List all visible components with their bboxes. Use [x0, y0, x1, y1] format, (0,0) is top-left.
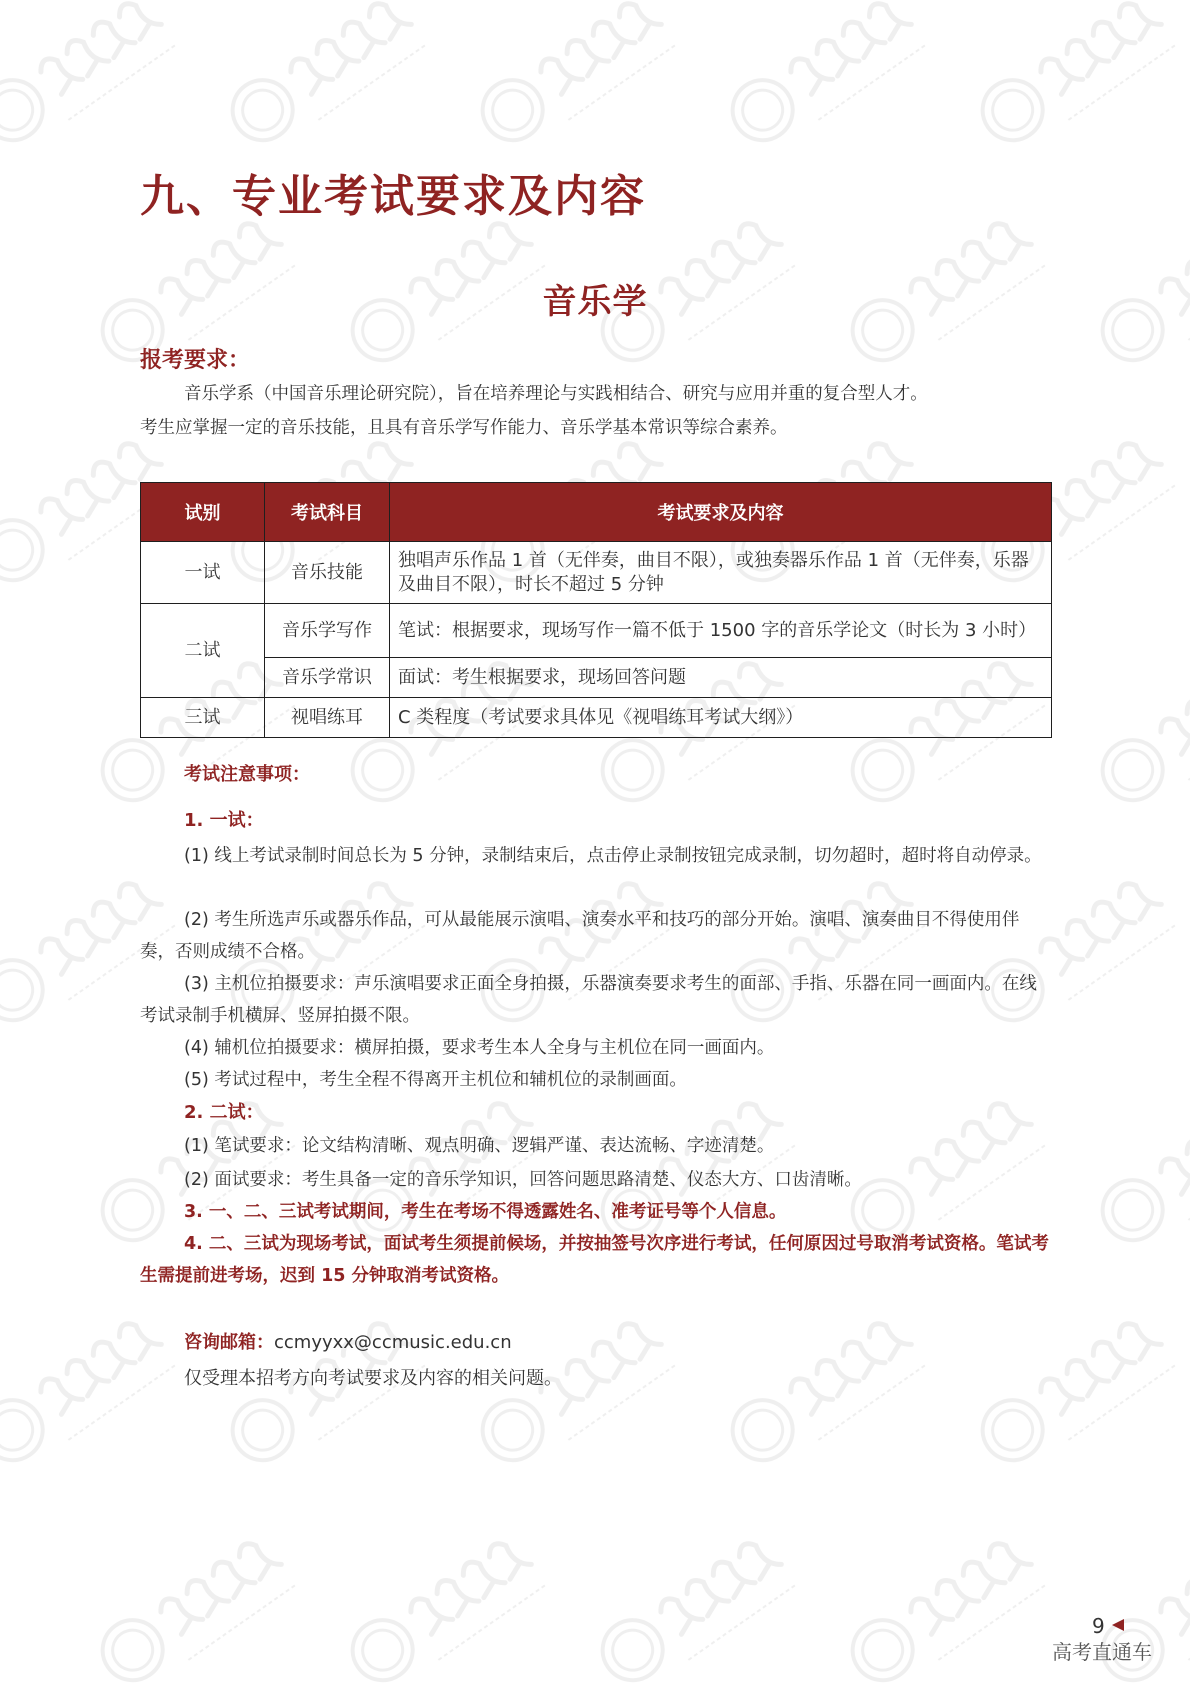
cell-content: 面试：考生根据要求，现场回答问题 [390, 658, 1052, 698]
cell-round: 二试 [141, 604, 265, 698]
round1-item-3: (3) 主机位拍摄要求：声乐演唱要求正面全身拍摄，乐器演奏要求考生的面部、手指、乐器在同一画面内。在线考试录制手机横屏、竖屏拍摄不限。 [140, 974, 1037, 1026]
round2-item-2: (2) 面试要求：考生具备一定的音乐学知识，回答问题思路清楚、仪态大方、口齿清晰。 [184, 1170, 862, 1190]
round1-item-5: (5) 考试过程中，考生全程不得离开主机位和辅机位的录制画面。 [184, 1070, 687, 1090]
table-row [141, 658, 1052, 698]
header-subject: 考试科目 [265, 483, 390, 542]
round2-title: 2. 二试： [184, 1102, 264, 1123]
notice-title: 考试注意事项： [184, 764, 310, 785]
page-number: 9 [1092, 1614, 1105, 1638]
contact-line [184, 1328, 512, 1354]
requirements-title: 报考要求： [140, 348, 251, 373]
cell-subject: 音乐学常识 [265, 658, 390, 698]
cell-round: 一试 [141, 542, 265, 604]
requirements-paragraph-line2: 考生应掌握一定的音乐技能，且具有音乐学写作能力、音乐学基本常识等综合素养。 [140, 418, 788, 438]
section-heading: 九、专业考试要求及内容 [140, 171, 646, 222]
cell-subject: 视唱练耳 [265, 698, 390, 738]
exam-table [140, 482, 1052, 738]
header-content: 考试要求及内容 [390, 483, 1052, 542]
notice-point-3: 3. 一、二、三试考试期间，考生在考场不得透露姓名、准考证号等个人信息。 [184, 1202, 787, 1222]
table-row [141, 698, 1052, 738]
cell-content: C 类程度（考试要求具体见《视唱练耳考试大纲》） [390, 698, 1052, 738]
table-header-row [141, 483, 1052, 542]
page-arrow-icon [1112, 1619, 1124, 1631]
round1-item-4: (4) 辅机位拍摄要求：横屏拍摄，要求考生本人全身与主机位在同一画面内。 [184, 1038, 775, 1058]
requirements-paragraph-line1: 音乐学系（中国音乐理论研究院），旨在培养理论与实践相结合、研究与应用并重的复合型人才。 [184, 384, 928, 404]
header-round: 试别 [141, 483, 265, 542]
contact-label: 咨询邮箱： [184, 1332, 274, 1353]
cell-subject: 音乐技能 [265, 542, 390, 604]
round1-title: 1. 一试： [184, 810, 264, 831]
round1-item-1: (1) 线上考试录制时间总长为 5 分钟，录制结束后，点击停止录制按钮完成录制，切勿超时，超时将自动停录。 [184, 846, 1042, 866]
table-row [141, 542, 1052, 604]
table-row [141, 604, 1052, 658]
major-title: 音乐学 [542, 282, 648, 322]
contact-email-link[interactable]: ccmyyxx@ccmusic.edu.cn [274, 1332, 512, 1353]
round1-item-2: (2) 考生所选声乐或器乐作品，可从最能展示演唱、演奏水平和技巧的部分开始。演唱、演奏曲目不得使用伴奏，否则成绩不合格。 [140, 910, 1020, 962]
footer-brand: 高考直通车 [1052, 1640, 1152, 1664]
cell-content: 独唱声乐作品 1 首（无伴奏，曲目不限），或独奏器乐作品 1 首（无伴奏，乐器及曲目不限），时长不超过 5 分钟 [390, 542, 1052, 604]
cell-round: 三试 [141, 698, 265, 738]
contact-note: 仅受理本招考方向考试要求及内容的相关问题。 [184, 1368, 562, 1389]
notice-point-4: 4. 二、三试为现场考试，面试考生须提前候场，并按抽签号次序进行考试，任何原因过号取消考试资格。笔试考生需提前进考场，迟到 15 分钟取消考试资格。 [140, 1234, 1049, 1286]
round2-item-1: (1) 笔试要求：论文结构清晰、观点明确、逻辑严谨、表达流畅、字迹清楚。 [184, 1136, 775, 1156]
cell-subject: 音乐学写作 [265, 604, 390, 658]
cell-content: 笔试：根据要求，现场写作一篇不低于 1500 字的音乐学论文（时长为 3 小时） [390, 604, 1052, 658]
